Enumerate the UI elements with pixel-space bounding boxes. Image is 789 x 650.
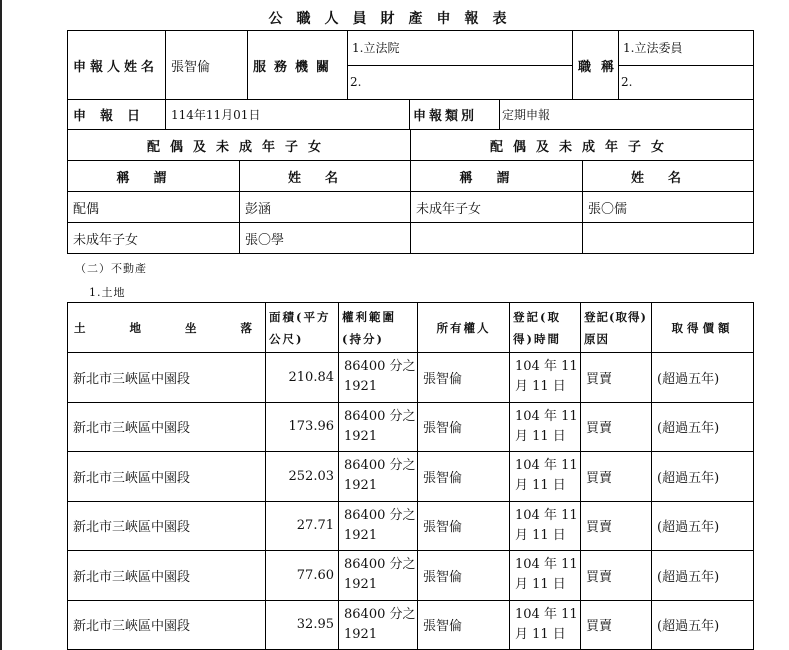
- agency-1: 1.立法院: [352, 41, 400, 55]
- land-row: [68, 353, 754, 403]
- header-owner: 所有權人: [418, 303, 510, 353]
- land-reg-reason: 買賣: [581, 551, 652, 601]
- family-name: 張〇儒: [583, 192, 754, 223]
- land-price: (超過五年): [652, 551, 754, 601]
- land-reg-reason: 買賣: [581, 353, 652, 403]
- family-section-right: 配偶及未成年子女: [411, 130, 754, 161]
- position-1: 1.立法委員: [623, 41, 683, 55]
- family-row: [68, 223, 754, 254]
- applicant-name: 張智倫: [166, 31, 248, 100]
- land-reg-reason: 買賣: [581, 402, 652, 452]
- land-location: 新北市三峽區中園段: [68, 600, 266, 650]
- family-title: 未成年子女: [68, 223, 240, 254]
- family-row: [68, 192, 754, 223]
- declaration-type: 定期申報: [500, 100, 754, 130]
- position-2: 2.: [619, 65, 753, 99]
- land-reg-time: 104 年 11 月 11 日: [510, 600, 581, 650]
- land-area: 173.96: [266, 402, 339, 452]
- page-left-edge: [0, 0, 2, 650]
- family-col-name-2: 姓名: [583, 161, 754, 192]
- position-label: 職稱: [573, 31, 619, 100]
- applicant-name-label: 申報人姓名: [68, 31, 166, 100]
- land-price: (超過五年): [652, 353, 754, 403]
- agency-cell: [348, 31, 573, 100]
- land-scope: 86400 分之 1921: [339, 452, 418, 502]
- land-reg-time: 104 年 11 月 11 日: [510, 551, 581, 601]
- header-scope: 權利範圍(持分): [339, 303, 418, 353]
- family-table: [67, 129, 754, 254]
- family-title: 未成年子女: [411, 192, 583, 223]
- header-price: 取得價額: [652, 303, 754, 353]
- agency-label: 服務機關: [248, 31, 348, 100]
- family-name: [583, 223, 754, 254]
- land-header-row: [68, 303, 754, 353]
- land-scope: 86400 分之 1921: [339, 402, 418, 452]
- land-owner: 張智倫: [418, 551, 510, 601]
- family-section-left: 配偶及未成年子女: [68, 130, 411, 161]
- land-reg-time: 104 年 11 月 11 日: [510, 452, 581, 502]
- land-location: 新北市三峽區中園段: [68, 551, 266, 601]
- land-scope: 86400 分之 1921: [339, 600, 418, 650]
- land-owner: 張智倫: [418, 501, 510, 551]
- header-area: 面積(平方公尺): [266, 303, 339, 353]
- land-area: 77.60: [266, 551, 339, 601]
- land-table: [67, 302, 754, 650]
- land-reg-time: 104 年 11 月 11 日: [510, 402, 581, 452]
- land-reg-time: 104 年 11 月 11 日: [510, 353, 581, 403]
- position-cell: [619, 31, 754, 100]
- land-owner: 張智倫: [418, 600, 510, 650]
- land-area: 210.84: [266, 353, 339, 403]
- land-price: (超過五年): [652, 452, 754, 502]
- header-reg-time: 登記(取得)時間: [510, 303, 581, 353]
- land-price: (超過五年): [652, 501, 754, 551]
- land-reg-reason: 買賣: [581, 501, 652, 551]
- land-location: 新北市三峽區中園段: [68, 402, 266, 452]
- land-reg-reason: 買賣: [581, 600, 652, 650]
- land-location: 新北市三峽區中園段: [68, 353, 266, 403]
- realestate-heading: （二）不動產: [75, 262, 147, 275]
- land-subheading: 1.土地: [89, 286, 126, 299]
- date-type-table: [67, 99, 754, 130]
- land-row: [68, 551, 754, 601]
- land-row: [68, 402, 754, 452]
- type-label: 申報類別: [410, 100, 500, 130]
- land-area: 252.03: [266, 452, 339, 502]
- document-title: 公職人員財產申報表: [268, 11, 521, 27]
- declaration-date: 114年11月01日: [166, 100, 410, 130]
- date-label: 申報日: [68, 100, 166, 130]
- land-reg-time: 104 年 11 月 11 日: [510, 501, 581, 551]
- land-owner: 張智倫: [418, 402, 510, 452]
- applicant-table: [67, 30, 754, 100]
- land-scope: 86400 分之 1921: [339, 353, 418, 403]
- family-name: 彭涵: [240, 192, 411, 223]
- land-scope: 86400 分之 1921: [339, 501, 418, 551]
- land-location: 新北市三峽區中園段: [68, 452, 266, 502]
- family-col-name-1: 姓名: [240, 161, 411, 192]
- land-row: [68, 501, 754, 551]
- land-location: 新北市三峽區中園段: [68, 501, 266, 551]
- family-title: [411, 223, 583, 254]
- land-owner: 張智倫: [418, 353, 510, 403]
- header-location: [68, 303, 266, 353]
- family-name: 張〇學: [240, 223, 411, 254]
- family-title: 配偶: [68, 192, 240, 223]
- land-area: 32.95: [266, 600, 339, 650]
- agency-2: 2.: [348, 65, 572, 99]
- land-scope: 86400 分之 1921: [339, 551, 418, 601]
- family-col-title-1: 稱謂: [68, 161, 240, 192]
- land-price: (超過五年): [652, 600, 754, 650]
- land-area: 27.71: [266, 501, 339, 551]
- land-row: [68, 600, 754, 650]
- land-reg-reason: 買賣: [581, 452, 652, 502]
- land-owner: 張智倫: [418, 452, 510, 502]
- land-price: (超過五年): [652, 402, 754, 452]
- family-col-title-2: 稱謂: [411, 161, 583, 192]
- header-reg-reason: 登記(取得)原因: [581, 303, 652, 353]
- land-row: [68, 452, 754, 502]
- header-location-text: 土 地 坐 落: [74, 320, 254, 335]
